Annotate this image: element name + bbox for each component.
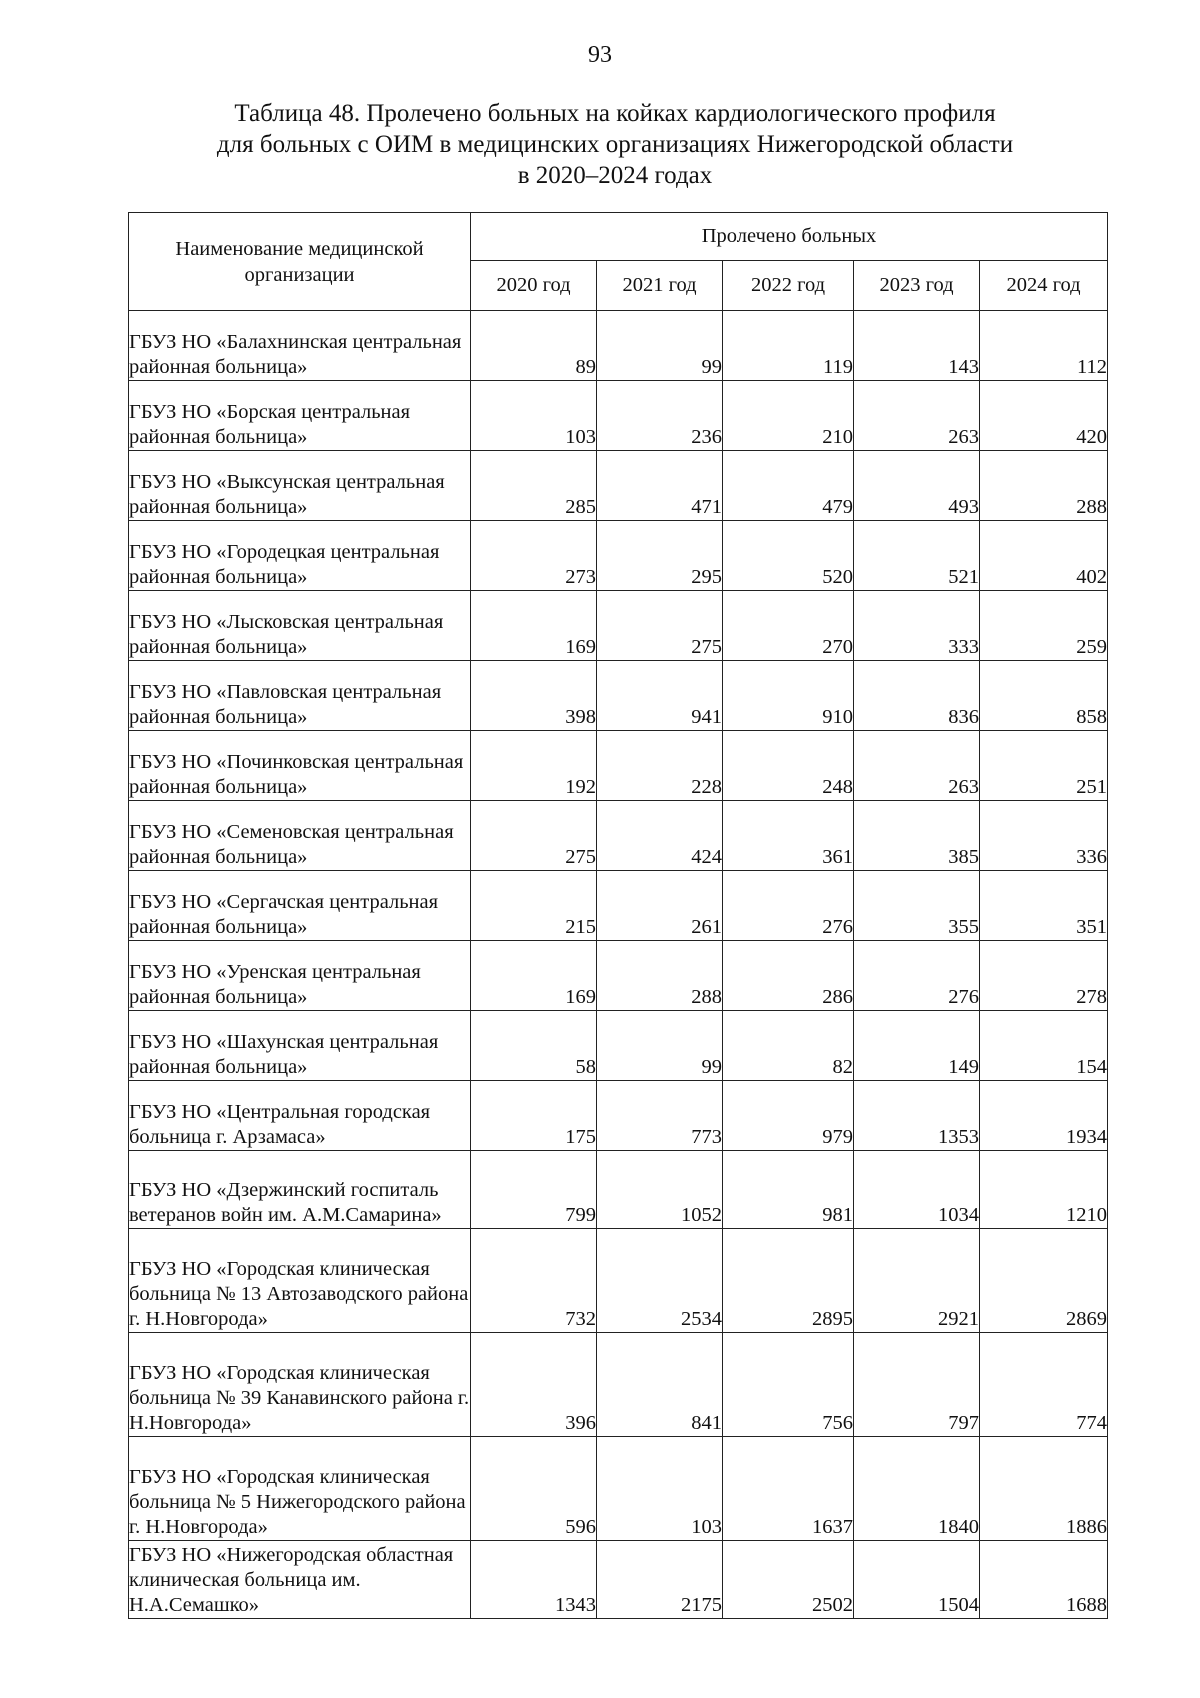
table-row — [129, 451, 1108, 521]
value-cell-2023: 1353 — [854, 1081, 980, 1151]
value-cell-2023: 2921 — [854, 1229, 980, 1333]
value-cell-2022: 2502 — [723, 1541, 854, 1619]
value-cell-2021: 841 — [597, 1333, 723, 1437]
value-cell-2020: 398 — [471, 661, 597, 731]
value-cell-2021: 275 — [597, 591, 723, 661]
value-cell-2023: 276 — [854, 941, 980, 1011]
value-cell-2020: 285 — [471, 451, 597, 521]
value-cell-2023: 333 — [854, 591, 980, 661]
header-year-2020: 2020 год — [471, 261, 597, 311]
value-cell-2024: 288 — [980, 451, 1108, 521]
value-cell-2024: 858 — [980, 661, 1108, 731]
value-cell-2021: 1052 — [597, 1151, 723, 1229]
value-cell-2021: 773 — [597, 1081, 723, 1151]
organization-name-cell: ГБУЗ НО «Нижегородская областная клиническая больница им. Н.А.Семашко» — [129, 1541, 471, 1619]
value-cell-2021: 236 — [597, 381, 723, 451]
header-year-2021: 2021 год — [597, 261, 723, 311]
table-title-line-1: Таблица 48. Пролечено больных на койках кардиологического профиля — [234, 100, 996, 127]
value-cell-2022: 981 — [723, 1151, 854, 1229]
value-cell-2024: 112 — [980, 311, 1108, 381]
value-cell-2021: 261 — [597, 871, 723, 941]
organization-name-cell: ГБУЗ НО «Лысковская центральная районная больница» — [129, 591, 471, 661]
value-cell-2022: 910 — [723, 661, 854, 731]
value-cell-2020: 215 — [471, 871, 597, 941]
value-cell-2023: 1504 — [854, 1541, 980, 1619]
value-cell-2021: 2175 — [597, 1541, 723, 1619]
table-row — [129, 941, 1108, 1011]
value-cell-2021: 99 — [597, 311, 723, 381]
organization-name-cell: ГБУЗ НО «Городецкая центральная районная больница» — [129, 521, 471, 591]
value-cell-2023: 385 — [854, 801, 980, 871]
header-year-2023: 2023 год — [854, 261, 980, 311]
value-cell-2022: 82 — [723, 1011, 854, 1081]
organization-name-cell: ГБУЗ НО «Уренская центральная районная больница» — [129, 941, 471, 1011]
organization-name-cell: ГБУЗ НО «Городская клиническая больница № 5 Нижегородского района г. Н.Новгорода» — [129, 1437, 471, 1541]
organization-name-cell: ГБУЗ НО «Городская клиническая больница № 13 Автозаводского района г. Н.Новгорода» — [129, 1229, 471, 1333]
value-cell-2024: 420 — [980, 381, 1108, 451]
value-cell-2022: 248 — [723, 731, 854, 801]
value-cell-2023: 1034 — [854, 1151, 980, 1229]
value-cell-2020: 175 — [471, 1081, 597, 1151]
value-cell-2020: 396 — [471, 1333, 597, 1437]
value-cell-2024: 154 — [980, 1011, 1108, 1081]
organization-name-cell: ГБУЗ НО «Павловская центральная районная больница» — [129, 661, 471, 731]
value-cell-2022: 210 — [723, 381, 854, 451]
header-year-2022: 2022 год — [723, 261, 854, 311]
value-cell-2022: 756 — [723, 1333, 854, 1437]
value-cell-2020: 192 — [471, 731, 597, 801]
value-cell-2022: 979 — [723, 1081, 854, 1151]
value-cell-2023: 355 — [854, 871, 980, 941]
table-title — [130, 98, 1100, 191]
value-cell-2023: 143 — [854, 311, 980, 381]
organization-name-cell: ГБУЗ НО «Борская центральная районная больница» — [129, 381, 471, 451]
value-cell-2020: 732 — [471, 1229, 597, 1333]
value-cell-2023: 149 — [854, 1011, 980, 1081]
organization-name-cell: ГБУЗ НО «Городская клиническая больница № 39 Канавинского района г. Н.Новгорода» — [129, 1333, 471, 1437]
value-cell-2023: 1840 — [854, 1437, 980, 1541]
table-title-line-3: в 2020–2024 годах — [517, 162, 713, 189]
value-cell-2023: 521 — [854, 521, 980, 591]
value-cell-2020: 1343 — [471, 1541, 597, 1619]
value-cell-2020: 103 — [471, 381, 597, 451]
table-row — [129, 661, 1108, 731]
table-title-line-2: для больных с ОИМ в медицинских организациях Нижегородской области — [216, 131, 1014, 158]
value-cell-2022: 119 — [723, 311, 854, 381]
value-cell-2021: 424 — [597, 801, 723, 871]
organization-name-cell: ГБУЗ НО «Дзержинский госпиталь ветеранов войн им. А.М.Самарина» — [129, 1151, 471, 1229]
value-cell-2022: 361 — [723, 801, 854, 871]
table-row — [129, 1011, 1108, 1081]
value-cell-2020: 799 — [471, 1151, 597, 1229]
organization-name-cell: ГБУЗ НО «Центральная городская больница г. Арзамаса» — [129, 1081, 471, 1151]
value-cell-2024: 336 — [980, 801, 1108, 871]
value-cell-2022: 1637 — [723, 1437, 854, 1541]
value-cell-2021: 103 — [597, 1437, 723, 1541]
value-cell-2020: 273 — [471, 521, 597, 591]
header-organization-name: Наименование медицинской организации — [129, 213, 471, 311]
value-cell-2022: 286 — [723, 941, 854, 1011]
table-row — [129, 1151, 1108, 1229]
table-row — [129, 1229, 1108, 1333]
value-cell-2020: 275 — [471, 801, 597, 871]
organization-name-cell: ГБУЗ НО «Шахунская центральная районная больница» — [129, 1011, 471, 1081]
header-treated-patients: Пролечено больных — [471, 213, 1108, 261]
value-cell-2023: 836 — [854, 661, 980, 731]
value-cell-2024: 1210 — [980, 1151, 1108, 1229]
value-cell-2021: 295 — [597, 521, 723, 591]
table-row — [129, 801, 1108, 871]
header-year-2024: 2024 год — [980, 261, 1108, 311]
value-cell-2021: 228 — [597, 731, 723, 801]
value-cell-2020: 596 — [471, 1437, 597, 1541]
value-cell-2024: 2869 — [980, 1229, 1108, 1333]
value-cell-2020: 89 — [471, 311, 597, 381]
value-cell-2022: 520 — [723, 521, 854, 591]
value-cell-2023: 493 — [854, 451, 980, 521]
value-cell-2023: 263 — [854, 381, 980, 451]
table-row — [129, 871, 1108, 941]
value-cell-2021: 2534 — [597, 1229, 723, 1333]
value-cell-2020: 169 — [471, 591, 597, 661]
value-cell-2020: 169 — [471, 941, 597, 1011]
value-cell-2024: 1886 — [980, 1437, 1108, 1541]
value-cell-2024: 259 — [980, 591, 1108, 661]
value-cell-2024: 351 — [980, 871, 1108, 941]
organization-name-cell: ГБУЗ НО «Семеновская центральная районная больница» — [129, 801, 471, 871]
value-cell-2021: 471 — [597, 451, 723, 521]
table-row — [129, 1081, 1108, 1151]
patients-table — [128, 212, 1108, 1619]
value-cell-2022: 276 — [723, 871, 854, 941]
value-cell-2024: 1934 — [980, 1081, 1108, 1151]
table-row — [129, 731, 1108, 801]
value-cell-2021: 99 — [597, 1011, 723, 1081]
value-cell-2024: 278 — [980, 941, 1108, 1011]
value-cell-2023: 797 — [854, 1333, 980, 1437]
table-row — [129, 591, 1108, 661]
value-cell-2024: 402 — [980, 521, 1108, 591]
organization-name-cell: ГБУЗ НО «Починковская центральная районная больница» — [129, 731, 471, 801]
organization-name-cell: ГБУЗ НО «Выксунская центральная районная больница» — [129, 451, 471, 521]
value-cell-2024: 774 — [980, 1333, 1108, 1437]
value-cell-2023: 263 — [854, 731, 980, 801]
organization-name-cell: ГБУЗ НО «Балахнинская центральная районная больница» — [129, 311, 471, 381]
table-row — [129, 1541, 1108, 1619]
value-cell-2020: 58 — [471, 1011, 597, 1081]
table-row — [129, 311, 1108, 381]
header-row-group — [129, 213, 1108, 261]
value-cell-2022: 2895 — [723, 1229, 854, 1333]
value-cell-2024: 1688 — [980, 1541, 1108, 1619]
table-row — [129, 521, 1108, 591]
organization-name-cell: ГБУЗ НО «Сергачская центральная районная больница» — [129, 871, 471, 941]
table-row — [129, 381, 1108, 451]
table-row — [129, 1437, 1108, 1541]
table-body — [129, 311, 1108, 1619]
table-row — [129, 1333, 1108, 1437]
value-cell-2022: 479 — [723, 451, 854, 521]
value-cell-2024: 251 — [980, 731, 1108, 801]
page-number: 93 — [588, 42, 612, 68]
value-cell-2021: 288 — [597, 941, 723, 1011]
value-cell-2021: 941 — [597, 661, 723, 731]
value-cell-2022: 270 — [723, 591, 854, 661]
